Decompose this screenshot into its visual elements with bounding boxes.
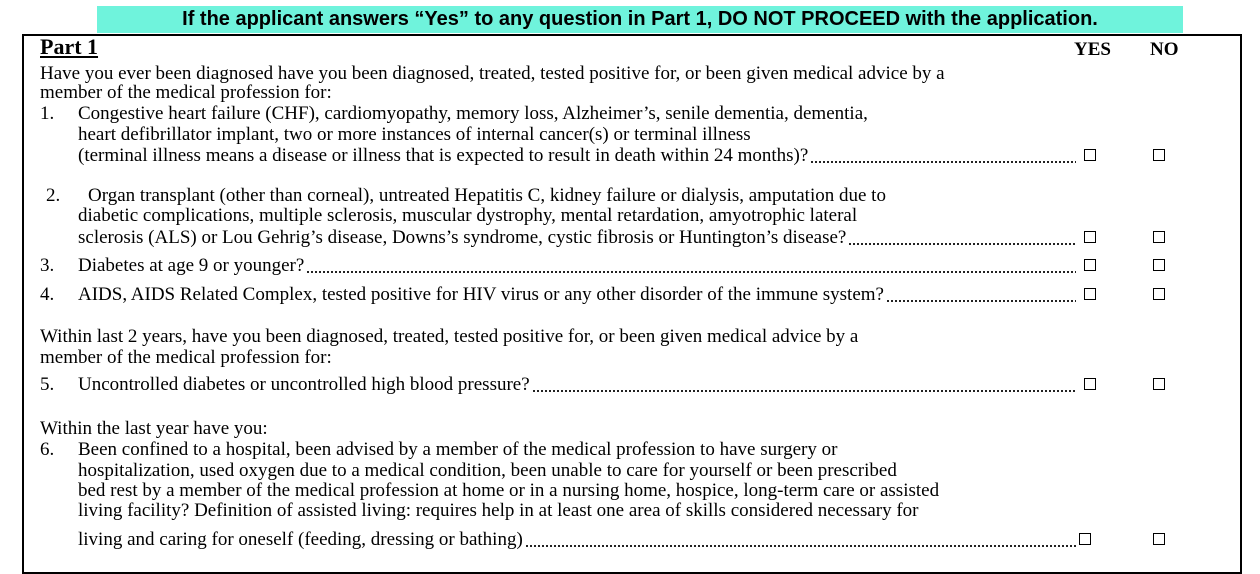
question-2-number: 2. bbox=[46, 185, 61, 206]
dot-leader bbox=[810, 145, 1076, 166]
question-1-line3 bbox=[78, 145, 1076, 166]
question-2-line1: Organ transplant (other than corneal), untreated Hepatitis C, kidney failure or dialysis, amputation due to bbox=[88, 185, 886, 206]
question-5-text: Uncontrolled diabetes or uncontrolled high blood pressure? bbox=[78, 374, 530, 395]
question-3-no-checkbox[interactable] bbox=[1153, 259, 1165, 271]
warning-banner: If the applicant answers “Yes” to any question in Part 1, DO NOT PROCEED with the application. bbox=[97, 6, 1183, 33]
question-1-text: (terminal illness means a disease or illness that is expected to result in death within 24 months)? bbox=[78, 145, 809, 166]
question-2-line3 bbox=[78, 227, 1076, 248]
question-5-yes-checkbox[interactable] bbox=[1084, 378, 1096, 390]
question-5-line bbox=[78, 374, 1076, 395]
question-3-number: 3. bbox=[40, 255, 55, 276]
dot-leader bbox=[848, 227, 1076, 248]
question-6-line2: hospitalization, used oxygen due to a medical condition, been unable to care for yourself or been prescribed bbox=[78, 460, 897, 481]
question-2-no-checkbox[interactable] bbox=[1153, 231, 1165, 243]
dot-leader bbox=[532, 374, 1076, 395]
question-2-line2: diabetic complications, multiple sclerosis, muscular dystrophy, mental retardation, amyotrophic lateral bbox=[78, 205, 858, 226]
intro-ever-line2: member of the medical profession for: bbox=[40, 82, 332, 103]
question-6-line4: living facility? Definition of assisted living: requires help in at least one area of skills considered necessary for bbox=[78, 500, 919, 521]
question-6-text: living and caring for oneself (feeding, dressing or bathing) bbox=[78, 529, 523, 550]
dot-leader bbox=[525, 529, 1076, 550]
intro-ever-line1: Have you ever been diagnosed have you been diagnosed, treated, tested positive for, or been given medical advice by a bbox=[40, 63, 945, 84]
yes-column-header: YES bbox=[1074, 39, 1111, 60]
question-6-yes-checkbox[interactable] bbox=[1079, 533, 1091, 545]
question-4-number: 4. bbox=[40, 284, 55, 305]
dot-leader bbox=[886, 284, 1076, 305]
question-4-text: AIDS, AIDS Related Complex, tested positive for HIV virus or any other disorder of the immune system? bbox=[78, 284, 884, 305]
question-6-no-checkbox[interactable] bbox=[1153, 533, 1165, 545]
intro-last-year: Within the last year have you: bbox=[40, 418, 268, 439]
part-title: Part 1 bbox=[40, 34, 99, 59]
question-3-yes-checkbox[interactable] bbox=[1084, 259, 1096, 271]
question-1-line2: heart defibrillator implant, two or more instances of internal cancer(s) or terminal illness bbox=[78, 124, 751, 145]
intro-2years-line1: Within last 2 years, have you been diagnosed, treated, tested positive for, or been given medical advice by a bbox=[40, 326, 859, 347]
question-6-line3: bed rest by a member of the medical profession at home or in a nursing home, hospice, long-term care or assisted bbox=[78, 480, 940, 501]
question-2-text: sclerosis (ALS) or Lou Gehrig’s disease, Downs’s syndrome, cystic fibrosis or Huntington’s disease? bbox=[78, 227, 847, 248]
question-1-line1: Congestive heart failure (CHF), cardiomyopathy, memory loss, Alzheimer’s, senile dementia, dementia, bbox=[78, 103, 868, 124]
question-1-number: 1. bbox=[40, 103, 55, 124]
question-3-text: Diabetes at age 9 or younger? bbox=[78, 255, 305, 276]
question-5-number: 5. bbox=[40, 374, 55, 395]
question-2-yes-checkbox[interactable] bbox=[1084, 231, 1096, 243]
question-5-no-checkbox[interactable] bbox=[1153, 378, 1165, 390]
question-4-line bbox=[78, 284, 1076, 305]
dot-leader bbox=[306, 255, 1076, 276]
question-6-number: 6. bbox=[40, 439, 55, 460]
question-1-yes-checkbox[interactable] bbox=[1084, 149, 1096, 161]
question-4-no-checkbox[interactable] bbox=[1153, 288, 1165, 300]
intro-2years-line2: member of the medical profession for: bbox=[40, 347, 332, 368]
question-6-line1: Been confined to a hospital, been advised by a member of the medical profession to have surgery or bbox=[78, 439, 838, 460]
question-3-line bbox=[78, 255, 1076, 276]
question-4-yes-checkbox[interactable] bbox=[1084, 288, 1096, 300]
no-column-header: NO bbox=[1150, 39, 1179, 60]
question-6-line5 bbox=[78, 529, 1076, 550]
question-1-no-checkbox[interactable] bbox=[1153, 149, 1165, 161]
